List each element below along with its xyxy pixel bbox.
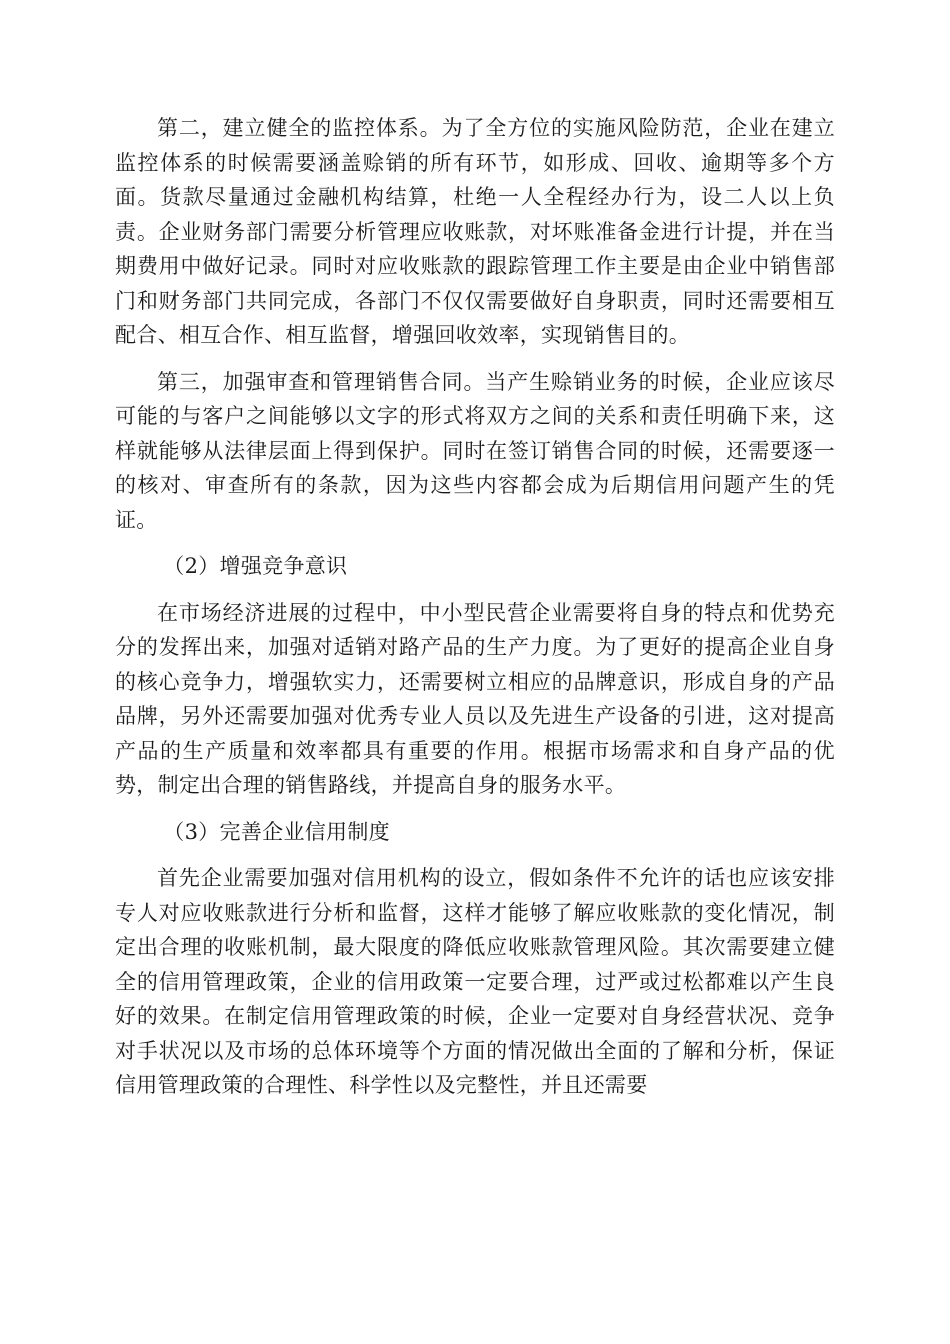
paragraph-sales-contract: 第三，加强审查和管理销售合同。当产生赊销业务的时候，企业应该尽可能的与客户之间能够以文字的形式将双方之间的关系和责任明确下来，这样就能够从法律层面上得到保护。同时在签订销售合同的时候，还需要逐一的核对、审查所有的条款，因为这些内容都会成为后期信用问题产生的凭证。	[115, 369, 835, 532]
subheading-competition-awareness: （2）增强竞争意识	[163, 554, 348, 578]
paragraph-monitoring-system: 第二，建立健全的监控体系。为了全方位的实施风险防范，企业在建立监控体系的时候需要涵盖赊销的所有环节，如形成、回收、逾期等多个方面。货款尽量通过金融机构结算，杜绝一人全程经办行为，设二人以上负责。企业财务部门需要分析管理应收账款，对坏账准备金进行计提，并在当期费用中做好记录。同时对应收账款的跟踪管理工作主要是由企业中销售部门和财务部门共同完成，各部门不仅仅需要做好自身职责，同时还需要相互配合、相互合作、相互监督，增强回收效率，实现销售目的。	[115, 116, 835, 347]
paragraph-credit-system: 首先企业需要加强对信用机构的设立，假如条件不允许的话也应该安排专人对应收账款进行分析和监督，这样才能够了解应收账款的变化情况，制定出合理的收账机制，最大限度的降低应收账款管理风险。其次需要建立健全的信用管理政策，企业的信用政策一定要合理，过严或过松都难以产生良好的效果。在制定信用管理政策的时候，企业一定要对自身经营状况、竞争对手状况以及市场的总体环境等个方面的情况做出全面的了解和分析，保证信用管理政策的合理性、科学性以及完整性，并且还需要	[115, 866, 835, 1097]
subheading-credit-system: （3）完善企业信用制度	[163, 819, 390, 844]
document-body	[115, 111, 835, 1103]
paragraph-competition: 在市场经济进展的过程中，中小型民营企业需要将自身的特点和优势充分的发挥出来，加强对适销对路产品的生产力度。为了更好的提高企业自身的核心竞争力，增强软实力，还需要树立相应的品牌意识，形成自身的产品品牌，另外还需要加强对优秀专业人员以及先进生产设备的引进，这对提高产品的生产质量和效率都具有重要的作用。根据市场需求和自身产品的优势，制定出合理的销售路线，并提高自身的服务水平。	[115, 600, 835, 797]
